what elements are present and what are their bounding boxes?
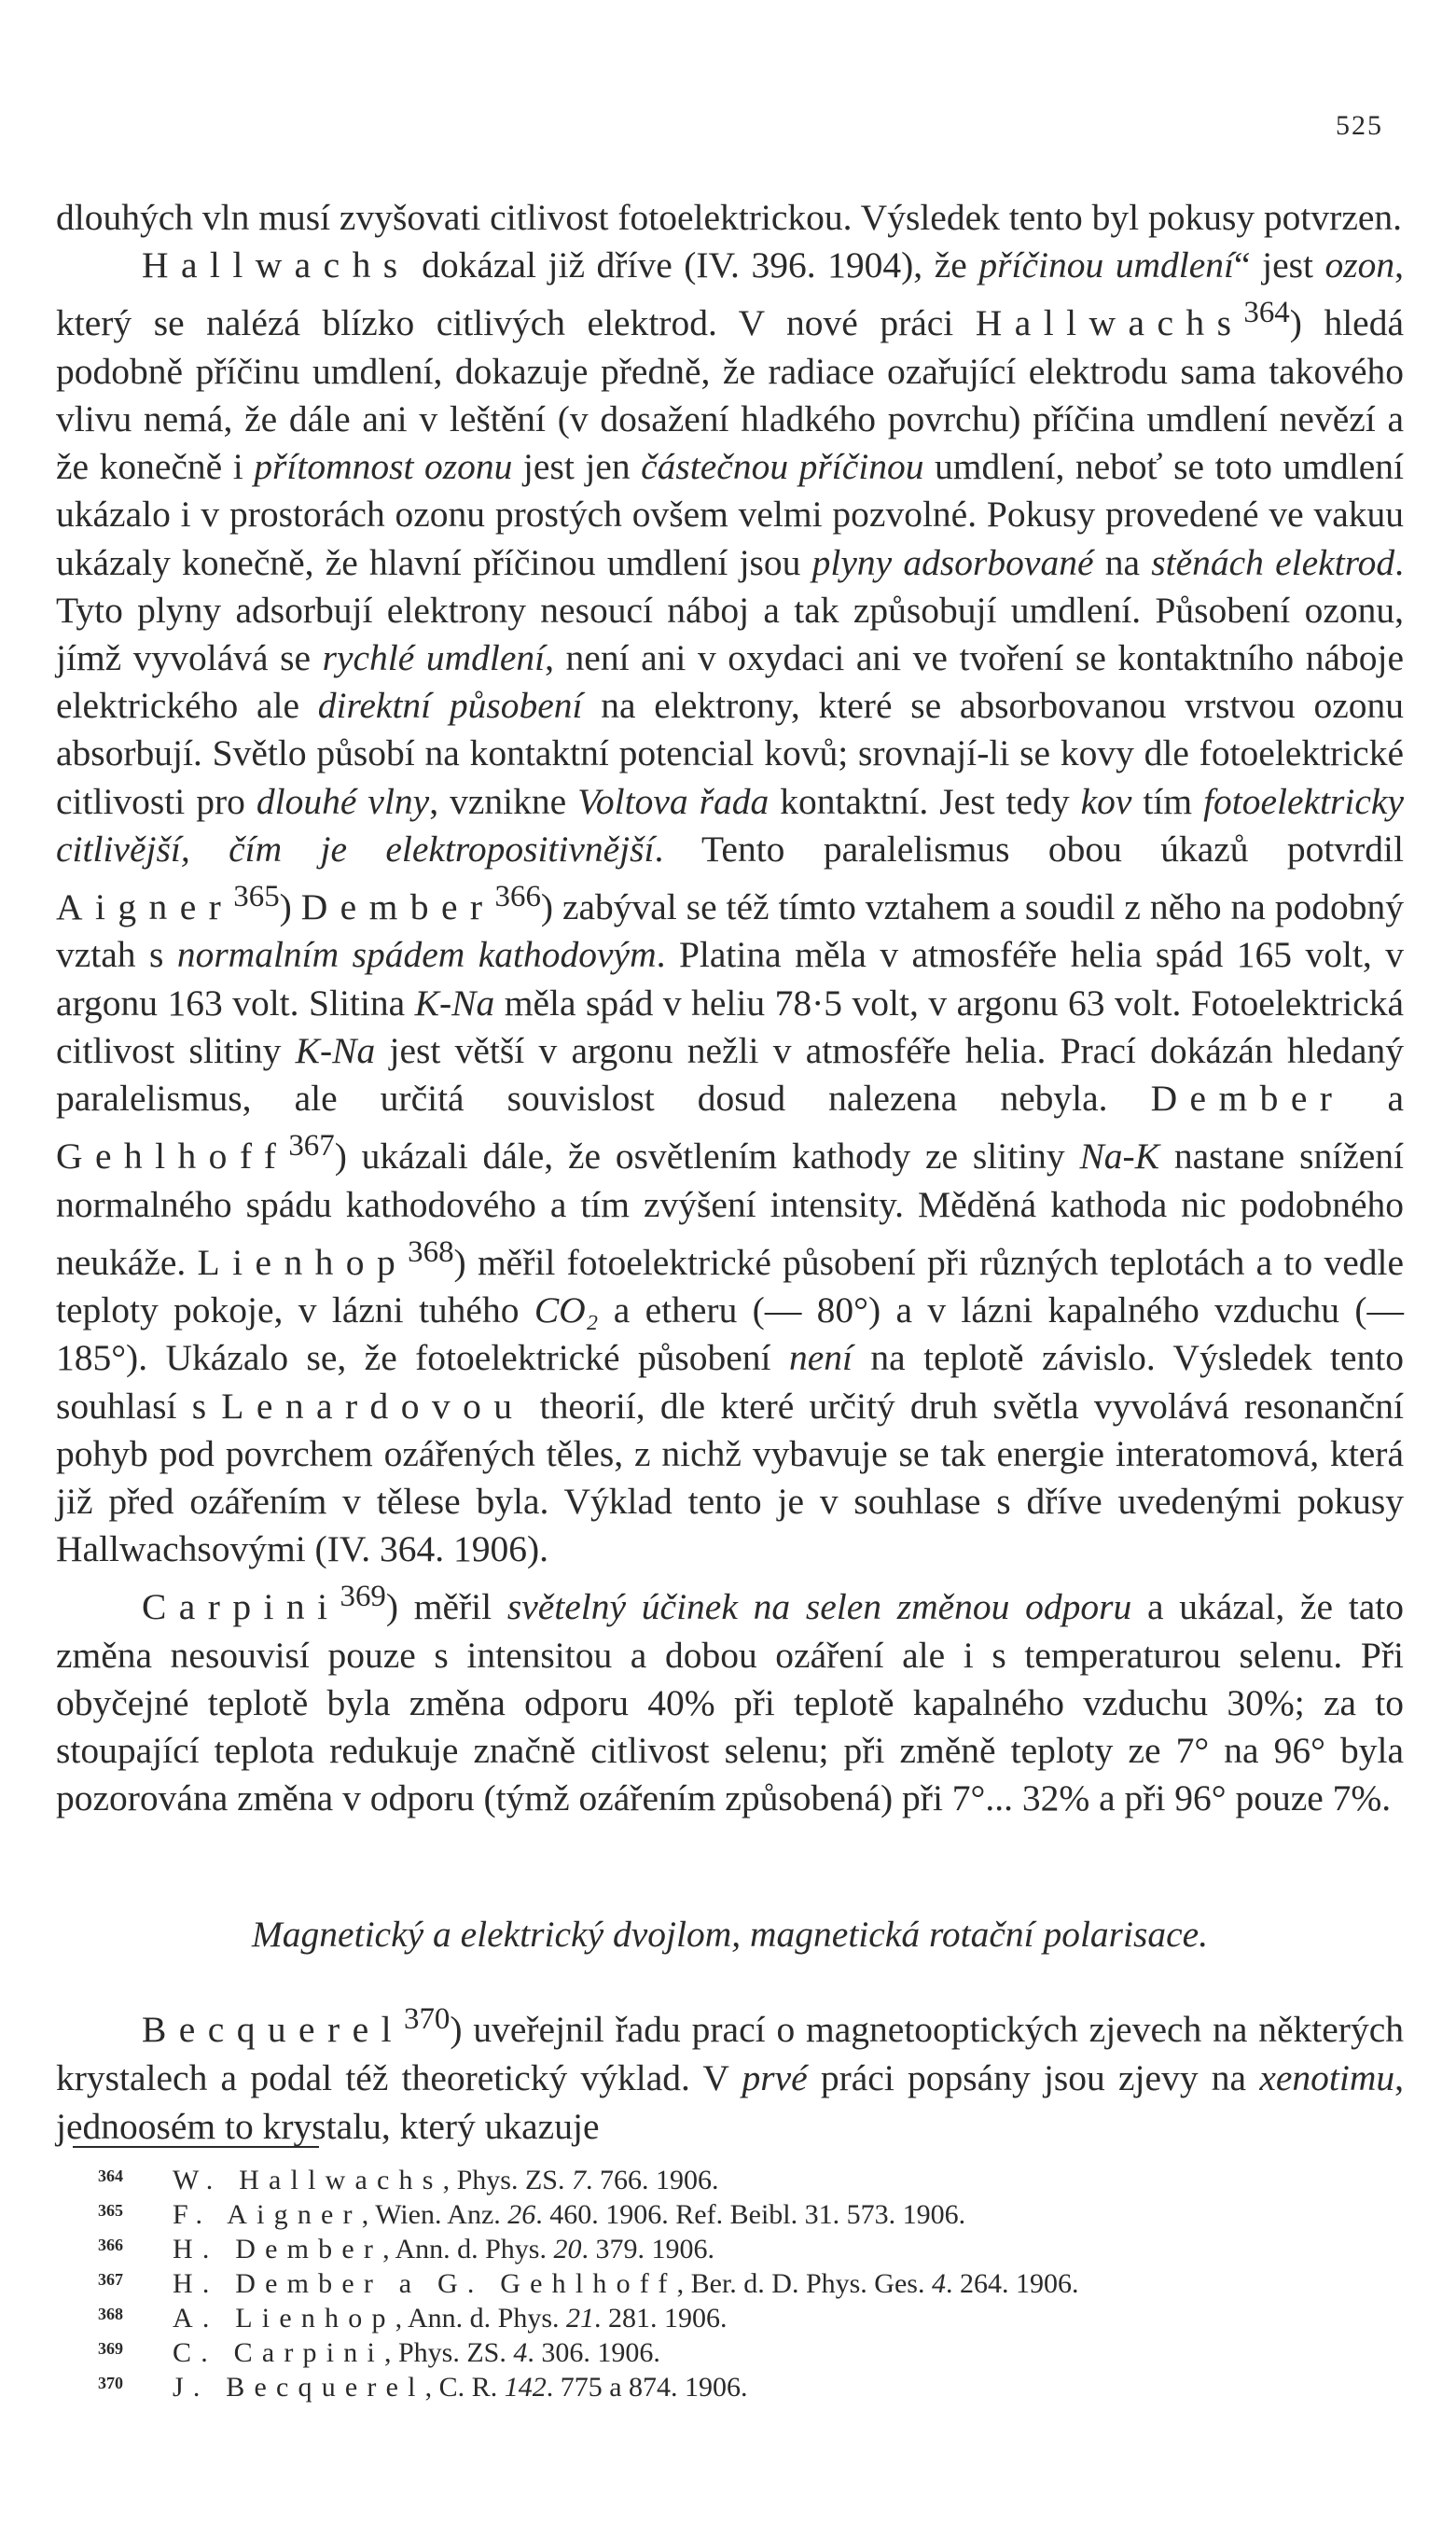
footnote: 365 F. Aigner, Wien. Anz. 26. 460. 1906. Ref. Beibl. 31. 573. 1906. [173, 2197, 1404, 2232]
author-name: Becquerel [142, 2009, 404, 2051]
emphasis: xenotimu [1259, 2057, 1395, 2099]
paragraph-4: Becquerel$^{370}$) uveřejnil řadu prací o magnetooptických zjevech na některých krystalech a podal též theoretický výklad. V prvé práci popsány jsou zjevy na xenotimu, jednoosém to krystalu, který ukazuje [56, 2002, 1404, 2148]
footnote: 370 J. Becquerel, C. R. 142. 775 a 874. 1906. [173, 2370, 1404, 2404]
emphasis: dlouhé vlny [256, 780, 430, 822]
footnotes [98, 2163, 1404, 2404]
emphasis: Na-K [1079, 1136, 1160, 1177]
emphasis: kov [1080, 780, 1132, 822]
emphasis: přítomnost ozonu [254, 446, 513, 488]
footnote-number: 368 [98, 2305, 123, 2323]
author-name: Dember [1150, 1077, 1345, 1119]
paragraph-1: dlouhých vln musí zvyšovati citlivost fotoelektrickou. Výsledek tento byl pokusy potvrzen. [56, 197, 1403, 238]
footnote: 368 A. Lienhop, Ann. d. Phys. 21. 281. 1906. [173, 2301, 1404, 2335]
section-text [56, 1995, 1404, 2151]
author-name: Carpini [142, 1586, 340, 1628]
author-name: Dember [300, 886, 495, 928]
footnote-divider [73, 2146, 319, 2148]
emphasis: světelný účinek na selen změnou odporu [506, 1586, 1132, 1628]
emphasis: příčinou umdlení [978, 244, 1235, 286]
footnote-number: 364 [98, 2167, 123, 2185]
footnote-number: 369 [98, 2339, 123, 2358]
emphasis: není [788, 1337, 853, 1379]
emphasis: částečnou příčinou [641, 446, 924, 488]
footnote-number: 365 [98, 2201, 123, 2220]
footnote-ref: 364 [1243, 296, 1290, 330]
page-number: 525 [1336, 110, 1383, 141]
footnote: 369 C. Carpini, Phys. ZS. 4. 306. 1906. [173, 2335, 1404, 2370]
footnote-ref: 366 [494, 880, 541, 913]
footnote-number: 370 [98, 2374, 123, 2392]
emphasis: K-Na [295, 1029, 376, 1071]
emphasis: stěnách elektrod [1151, 541, 1395, 583]
emphasis: K-Na [414, 982, 495, 1024]
author-name: Lenardovou [221, 1385, 525, 1427]
section-heading: Magnetický a elektrický dvojlom, magnetická rotační polarisace. [251, 1914, 1209, 1955]
emphasis: plyny adsorbované [811, 541, 1094, 583]
footnote-ref: 370 [403, 2002, 451, 2036]
author-name: Lienhop [197, 1241, 409, 1283]
footnote-ref: 365 [233, 880, 280, 913]
paragraph-3: Carpini$^{369}$) měřil světelný účinek na selen změnou odporu a ukázal, že tato změna nesouvisí pouze s intensitou a dobou ozáření ale i s temperaturou selenu. Při obyčejné teplotě byla změna odporu 40% při teplotě kapalného vzduchu 30%; za to stoupající teplota redukuje značně citlivost selenu; při změně teploty ze 7° na 96° byla pozorována změna v odporu (týmž ozářením způsobená) při 7°... 32% a při 96° pouze 7%. [56, 1580, 1405, 1819]
footnote-ref: 367 [288, 1129, 335, 1163]
footnote-number: 367 [98, 2270, 123, 2289]
author-name: Aigner [56, 886, 234, 928]
footnote: 364 W. Hallwachs, Phys. ZS. 7. 766. 1906. [173, 2163, 1404, 2197]
author-name: Hallwachs [142, 244, 410, 286]
footnote-ref: 369 [340, 1580, 386, 1614]
emphasis: normalním spádem kathodovým [176, 934, 657, 976]
emphasis: prvé [742, 2057, 808, 2099]
emphasis: rychlé umdlení [322, 636, 546, 678]
emphasis: ozon [1324, 244, 1395, 286]
paragraph-2: Hallwachs dokázal již dříve (IV. 396. 1904), že příčinou umdlení“ jest ozon, který se nalézá blízko citlivých elektrod. V nové práci Hallwachs$^{364}$) hledá podobně příčinu umdlení, dokazuje předně, že radiace ozařující elektrodu sama takového vlivu nemá, že dále ani v leštění (v dosažení hladkého povrchu) příčina umdlení nevězí a že konečně i přítomnost ozonu jest jen částečnou příčinou umdlení, neboť se toto umdlení ukázalo i v prostorách ozonu prostých ovšem velmi pozvolné. Pokusy provedené ve vakuu ukázaly konečně, že hlavní příčinou umdlení jsou plyny adsorbované na stěnách elektrod. Tyto plyny adsorbují elektrony nesoucí náboj a tak způsobují umdlení. Působení ozonu, jímž vyvolává se rychlé umdlení, není ani v oxydaci ani ve tvoření se kontaktního náboje elektrického ale direktní působení na elektrony, které se absorbovanou vrstvou ozonu absorbují. Světlo působí na kontaktní potencial kovů; srovnají-li se kovy dle fotoelektrické citlivosti pro dlouhé vlny, vznikne Voltova řada kontaktní. Jest tedy kov tím fotoelektricky citlivější, čím je elektropositivnější. Tento paralelismus obou úkazů potvrdil Aigner$^{365}$) Dember$^{366}$) zabýval se též tímto vztahem a soudil z něho na podobný vztah s normalním spádem kathodovým. Platina měla v atmosféře helia spád 165 volt, v argonu 163 volt. Slitina K-Na měla spád v heliu 78·5 volt, v argonu 63 volt. Fotoelektrická citlivost slitiny K-Na jest větší v argonu nežli v atmosféře helia. Prací dokázán hledaný paralelismus, ale určitá souvislost dosud nalezena nebyla. Dember a Gehlhoff$^{367}$) ukázali dále, že osvětlením kathody ze slitiny Na-K nastane snížení normalného spádu kathodového a tím zvýšení intensity. Měděná kathoda nic podobného neukáže. Lienhop$^{368}$) měřil fotoelektrické působení při různých teplotách a to vedle teploty pokoje, v lázni tuhého CO₂ a etheru (— 80°) a v lázni kapalného vzduchu (— 185°). Ukázalo se, že fotoelektrické působení není na teplotě závislo. Výsledek tento souhlasí s Lenardovou theorií, dle které určitý druh světla vyvolává resonanční pohyb pod povrchem ozářených těles, z nichž vybavuje se tak energie interatomová, která již před ozářením v tělese byla. Výklad tento je v souhlase s dříve uvedenými pokusy Hallwachsovými (IV. 364. 1906). [56, 244, 1405, 1570]
footnote: 366 H. Dember, Ann. d. Phys. 20. 379. 1906. [173, 2232, 1404, 2266]
emphasis: fotoelektricky citlivější, čím je elektropositivnější [56, 780, 1404, 870]
main-text [56, 194, 1404, 1822]
footnote-ref: 368 [408, 1234, 454, 1269]
footnote-number: 366 [98, 2236, 123, 2254]
footnote: 367 H. Dember a G. Gehlhoff, Ber. d. D. Phys. Ges. 4. 264. 1906. [173, 2266, 1404, 2301]
author-name: Hallwachs [975, 302, 1244, 344]
emphasis: direktní působení [317, 685, 583, 727]
author-name: Gehlhoff [56, 1136, 289, 1177]
emphasis: Voltova řada [577, 780, 770, 822]
emphasis: CO₂ [534, 1289, 599, 1331]
